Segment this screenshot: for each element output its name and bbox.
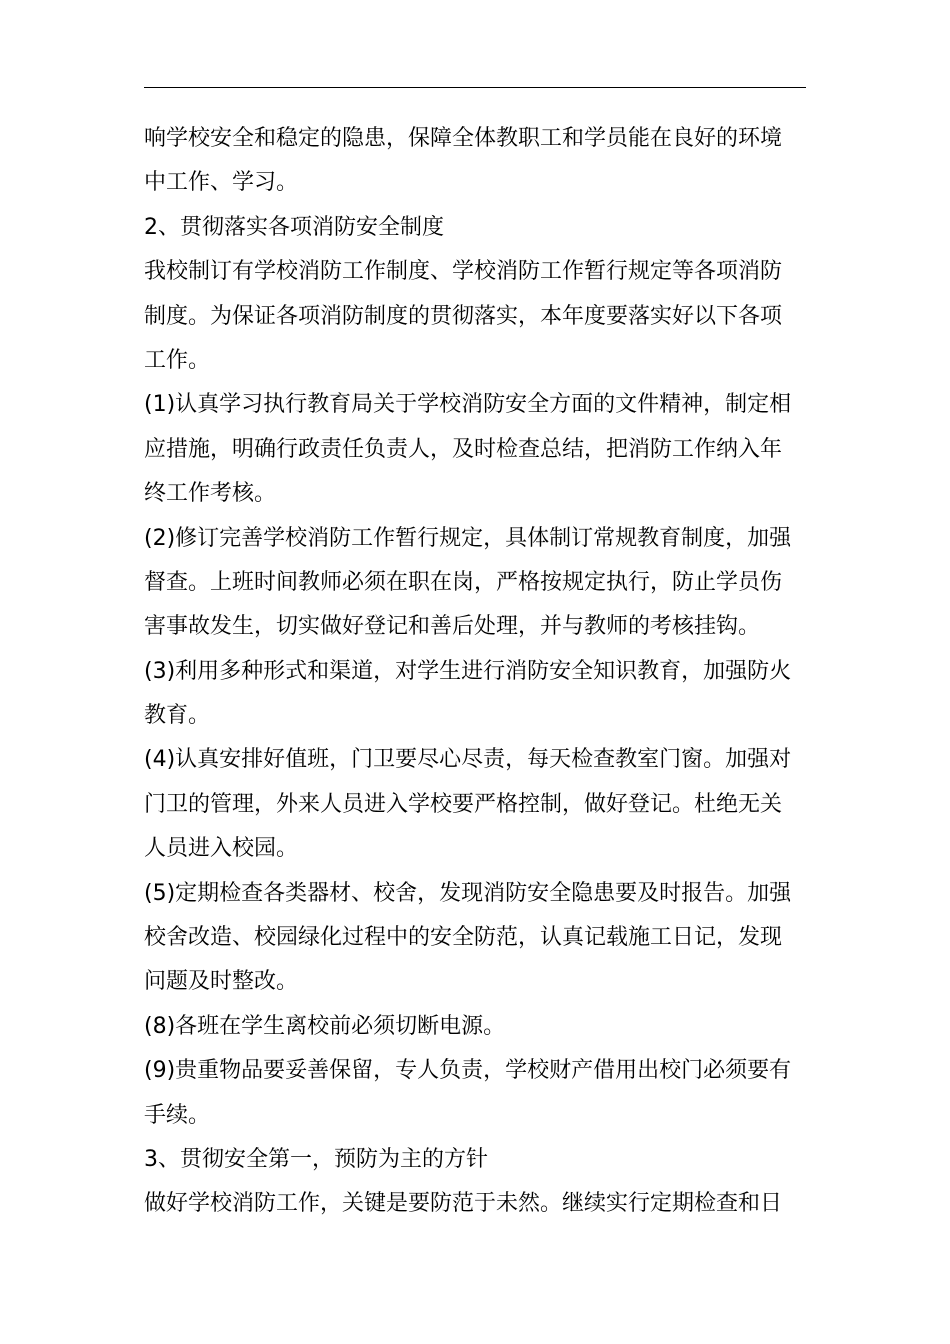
section-heading: 3、贯彻安全第一，预防为主的方针 [144, 1146, 488, 1172]
list-item-line: (2)修订完善学校消防工作暂行规定，具体制订常规教育制度，加强 [144, 525, 792, 551]
text-line: 响学校安全和稳定的隐患，保障全体教职工和学员能在良好的环境 [144, 126, 783, 151]
text-line: 手续。 [144, 1102, 211, 1128]
text-line: 害事故发生，切实做好登记和善后处理，并与教师的考核挂钩。 [144, 614, 761, 640]
text-line: 终工作考核。 [144, 481, 277, 507]
text-line: 人员进入校园。 [144, 836, 299, 862]
text-line: 教育。 [144, 703, 211, 729]
text-line: 督查。上班时间教师必须在职在岗，严格按规定执行，防止学员伤 [144, 569, 783, 595]
list-item-line: (4)认真安排好值班，门卫要尽心尽责，每天检查教室门窗。加强对 [144, 747, 792, 773]
text-line: 做好学校消防工作，关键是要防范于未然。继续实行定期检查和日 [144, 1191, 783, 1217]
text-line: 工作。 [144, 347, 211, 373]
list-item-line: (5)定期检查各类器材、校舍，发现消防安全隐患要及时报告。加强 [144, 880, 792, 906]
section-heading: 2、贯彻落实各项消防安全制度 [144, 214, 444, 240]
text-line: 制度。为保证各项消防制度的贯彻落实，本年度要落实好以下各项 [144, 303, 783, 329]
header-rule [144, 87, 806, 88]
text-line: 应措施，明确行政责任负责人，及时检查总结，把消防工作纳入年 [144, 436, 783, 462]
list-item-line: (9)贵重物品要妥善保留，专人负责，学校财产借用出校门必须要有 [144, 1058, 792, 1084]
text-line: 我校制订有学校消防工作制度、学校消防工作暂行规定等各项消防 [144, 259, 783, 285]
text-line: 门卫的管理，外来人员进入学校要严格控制，做好登记。杜绝无关 [144, 791, 783, 817]
text-line: 校舍改造、校园绿化过程中的安全防范，认真记载施工日记，发现 [144, 925, 783, 951]
body-text [144, 117, 806, 1227]
list-item-line: (8)各班在学生离校前必须切断电源。 [144, 1013, 506, 1039]
list-item-line: (3)利用多种形式和渠道，对学生进行消防安全知识教育，加强防火 [144, 658, 792, 684]
list-item-line: (1)认真学习执行教育局关于学校消防安全方面的文件精神，制定相 [144, 392, 792, 418]
text-line: 问题及时整改。 [144, 969, 299, 995]
text-line: 中工作、学习。 [144, 170, 299, 196]
